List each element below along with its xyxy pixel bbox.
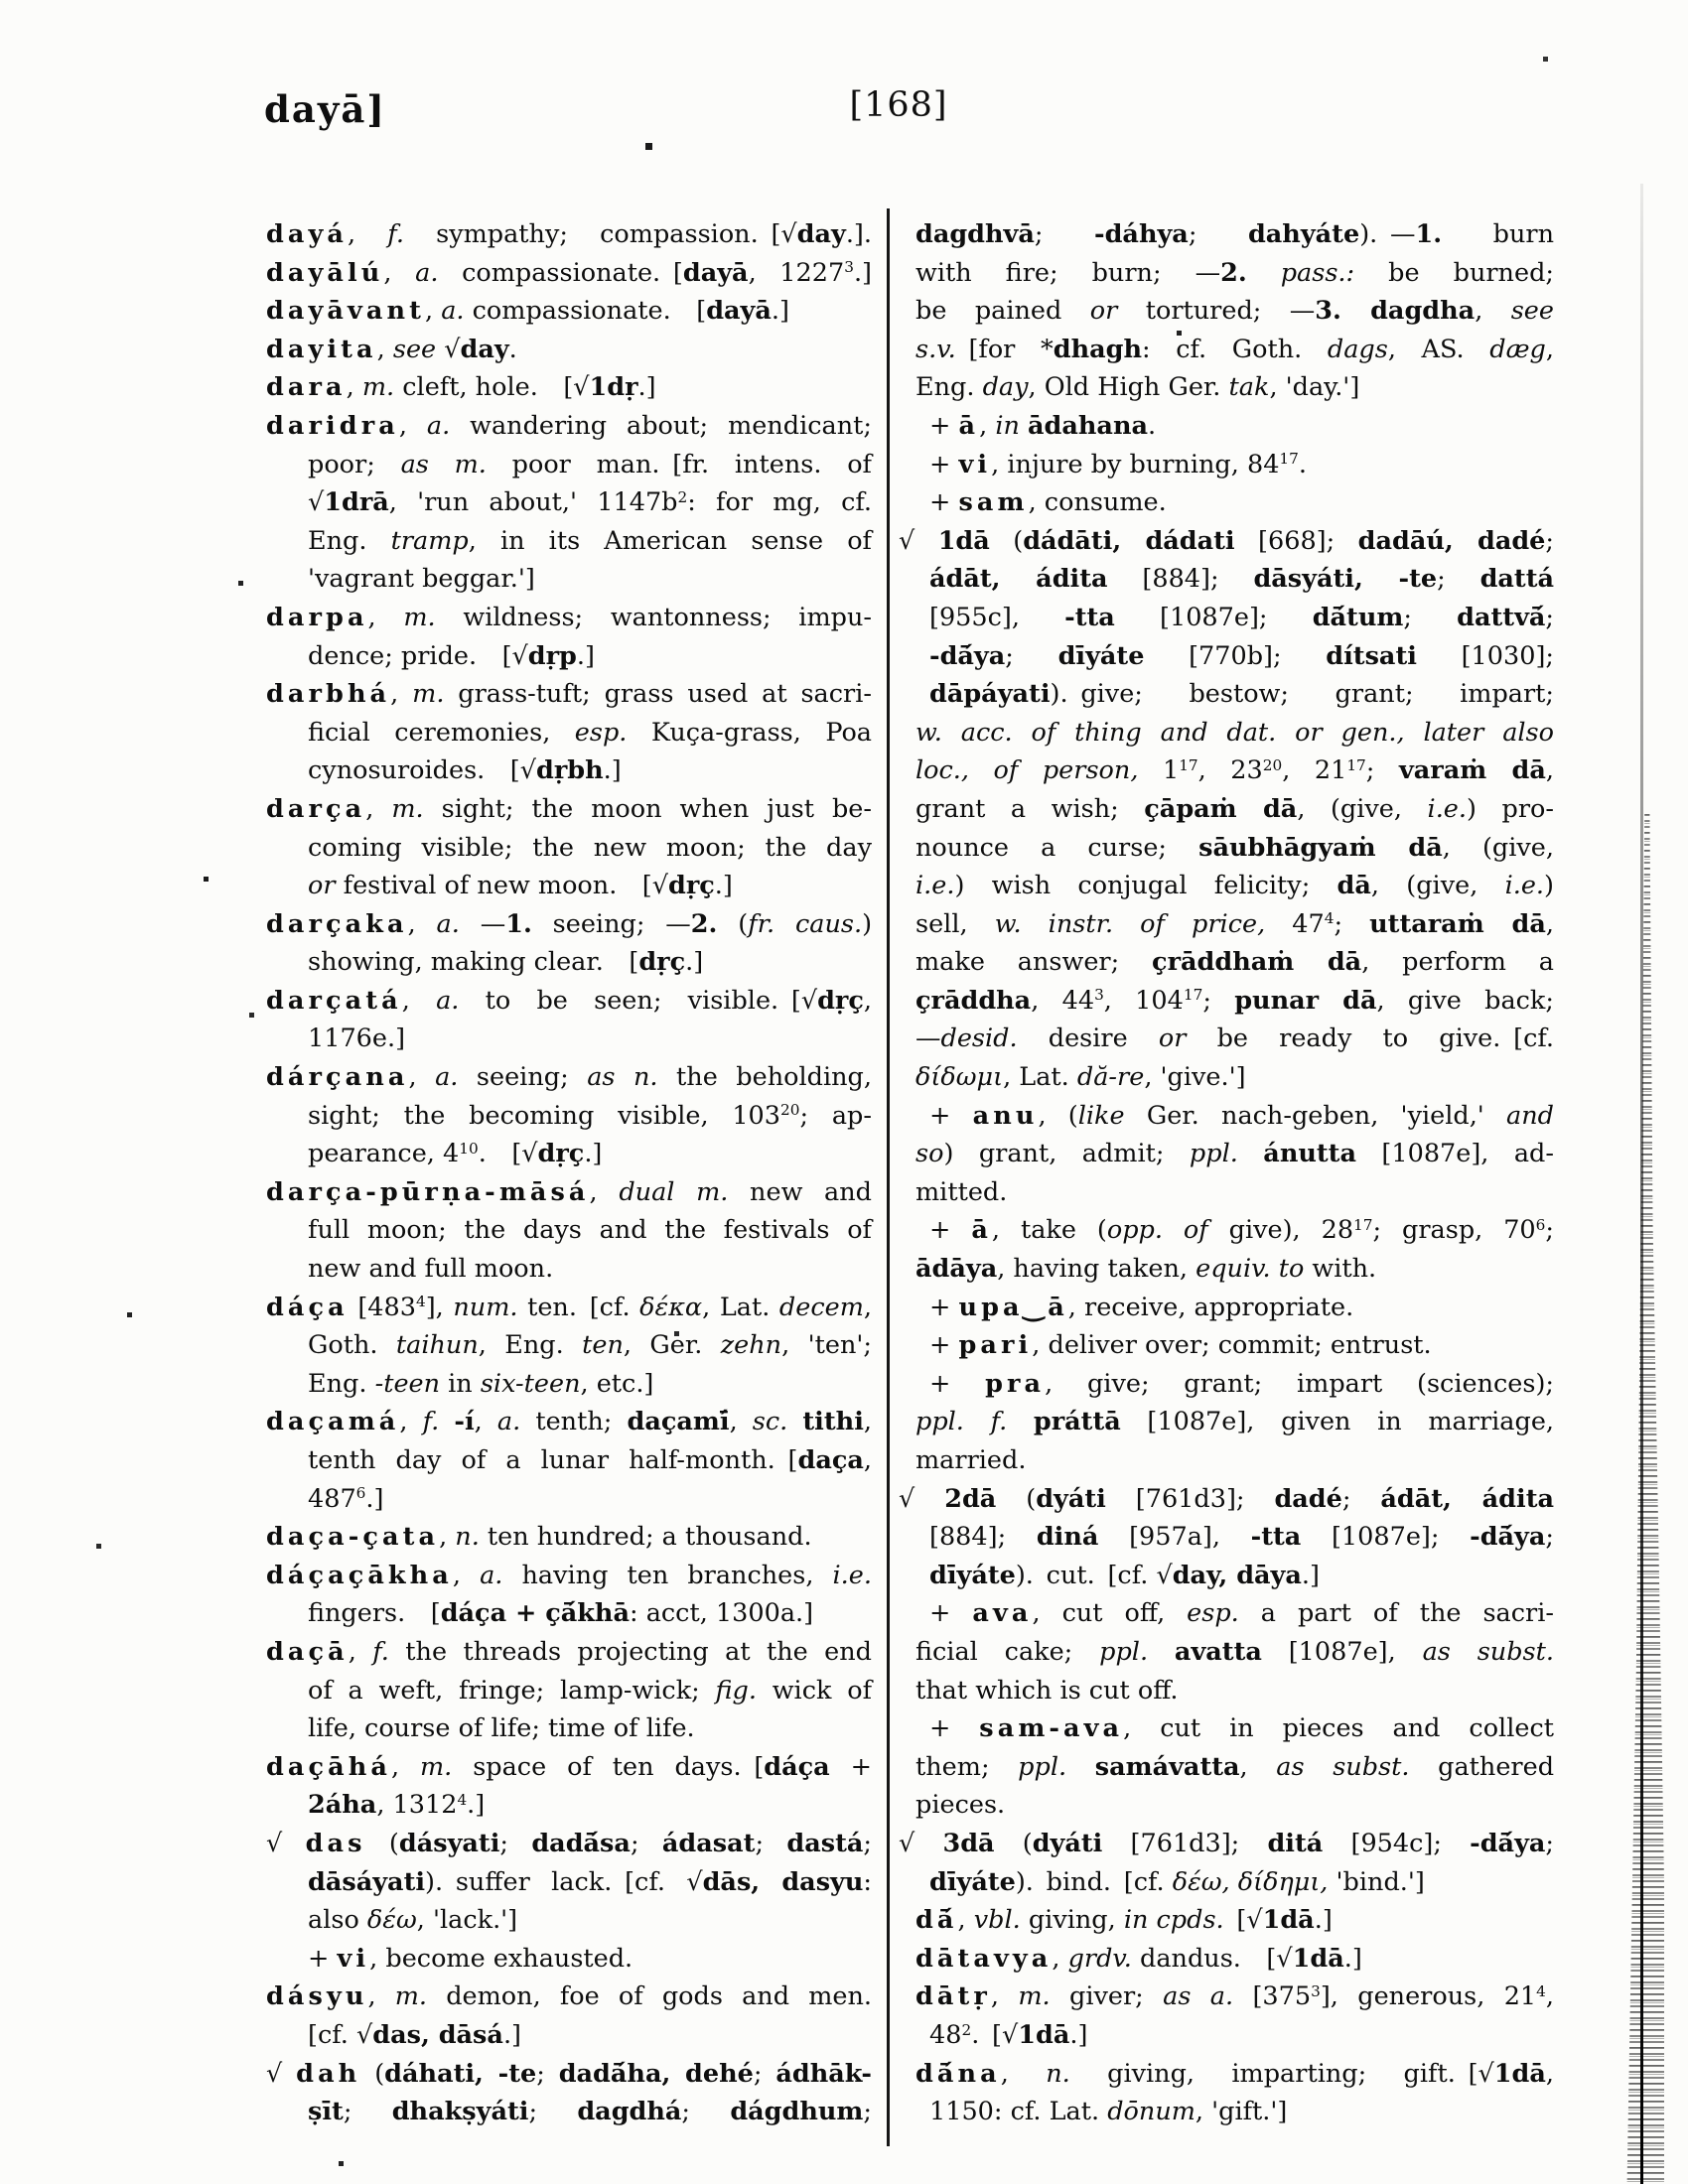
dictionary-line: ficial ceremonies, esp. Kuça-grass, Poa xyxy=(308,717,873,748)
dictionary-line: + pari, deliver over; commit; entrust. xyxy=(929,1330,1432,1361)
dictionary-line: ficial cake; ppl. avatta [1087e], as subst. xyxy=(915,1636,1554,1667)
dictionary-line: life, course of life; time of life. xyxy=(308,1713,695,1744)
dictionary-line: married. xyxy=(915,1445,1027,1475)
dictionary-line: √ 2dā (dyáti [761d3]; dadé; ádāt, ádita xyxy=(899,1483,1554,1514)
dictionary-line: pieces. xyxy=(915,1790,1006,1821)
dictionary-line: daça-çata, n. ten hundred; a thousand. xyxy=(266,1522,812,1553)
dictionary-line: dáçaçākha, a. having ten branches, i.e. xyxy=(266,1560,872,1590)
dictionary-line: dayita, see √day. xyxy=(266,334,517,364)
dictionary-line: daçā, f. the threads projecting at the end xyxy=(266,1636,872,1667)
dictionary-line: 1150: cf. Lat. dōnum, 'gift.'] xyxy=(929,2097,1288,2127)
dictionary-line: + anu, (like Ger. nach-geben, 'yield,' and xyxy=(929,1100,1554,1131)
ink-specks xyxy=(0,0,3,3)
dictionary-line: dayāvant, a. compassionate. [dayā.] xyxy=(266,296,789,327)
dictionary-line: δίδωμι, Lat. dă-re, 'give.'] xyxy=(915,1062,1246,1093)
dictionary-line: of a weft, fringe; lamp-wick; fig. wick of xyxy=(308,1675,873,1706)
dictionary-line: also δέω, 'lack.'] xyxy=(308,1905,518,1936)
dictionary-line: new and full moon. xyxy=(308,1254,554,1285)
dictionary-line: dātṛ, m. giver; as a. $[375^3]$, generous, $21^4$, xyxy=(915,1981,1554,2012)
dictionary-line: darça-pūrṇa-māsá, dual m. new and xyxy=(266,1176,873,1207)
dictionary-line: daridra, a. wandering about; mendicant; xyxy=(266,410,872,441)
dictionary-line: Eng. tramp, in its American sense of xyxy=(308,525,872,556)
dictionary-line: + upa‿ā, receive, appropriate. xyxy=(929,1292,1354,1322)
dictionary-line: pearance, $4^{10}$. [√dṛç.] xyxy=(308,1139,603,1169)
dictionary-line: make answer; çrāddhaṁ dā, perform a xyxy=(915,947,1554,978)
dictionary-line: [955c], -tta [1087e]; dā́tum; dattvā́; xyxy=(929,602,1554,632)
dictionary-line: fingers. [dáça + çā́khā: acct, 1300a.] xyxy=(308,1598,814,1629)
dictionary-line: + sam-ava, cut in pieces and collect xyxy=(929,1713,1554,1744)
dictionary-line: dāsáyati). suffer lack. [cf. √dās, dasyu: xyxy=(308,1866,872,1897)
dictionary-line: that which is cut off. xyxy=(915,1675,1179,1706)
dictionary-line: darpa, m. wildness; wantonness; impu- xyxy=(266,602,872,632)
dictionary-line: coming visible; the new moon; the day xyxy=(308,832,872,863)
dictionary-line: √ das (dásyati; dadā́sa; ádasat; dastá; xyxy=(266,1828,872,1858)
dictionary-line: poor; as m. poor man. [fr. intens. of xyxy=(308,449,872,479)
dictionary-line: dárçana, a. seeing; as n. the beholding, xyxy=(266,1062,872,1093)
dictionary-line: ādāya, having taken, equiv. to with. xyxy=(915,1254,1377,1285)
dictionary-line: dā́, vbl. giving, in cpds. [√1dā.] xyxy=(915,1905,1333,1936)
dictionary-line: + pra, give; grant; impart (sciences); xyxy=(929,1368,1554,1399)
dictionary-line: ppl. f. práttā [1087e], given in marriage, xyxy=(915,1407,1555,1437)
dictionary-line: be pained or tortured; —3. dagdha, see xyxy=(915,296,1554,327)
dictionary-line: dáça $[483^4]$, num. ten. [cf. δέκα, Lat. decem, xyxy=(266,1292,872,1322)
dictionary-line: s.v. [for *dhagh: cf. Goth. dags, AS. dæg, xyxy=(915,334,1554,364)
dictionary-line: dīyáte). bind. [cf. δέω, δίδημι, 'bind.'] xyxy=(929,1866,1425,1897)
dictionary-line: ṣīt; dhakṣyáti; dagdhá; dágdhum; xyxy=(308,2097,872,2127)
dictionary-line: dásyu, m. demon, foe of gods and men. xyxy=(266,1981,872,2012)
dictionary-line: 1176e.] xyxy=(308,1024,406,1054)
column-right xyxy=(899,215,1555,2131)
dictionary-line: Goth. taihun, Eng. ten, Ger. zehn, 'ten'; xyxy=(308,1330,872,1361)
dictionary-line: dīyáte). cut. [cf. √day, dāya.] xyxy=(929,1560,1320,1590)
dictionary-line: showing, making clear. [dṛç.] xyxy=(308,947,704,978)
dictionary-line: dā́na, n. giving, imparting; gift. [√1dā, xyxy=(915,2058,1554,2089)
dictionary-line: dayá, f. sympathy; compassion. [√day.]. xyxy=(266,219,872,249)
dictionary-line: mitted. xyxy=(915,1176,1008,1207)
dictionary-line: -dā́ya; dīyáte [770b]; dítsati [1030]; xyxy=(929,640,1554,671)
dictionary-line: 'vagrant beggar.'] xyxy=(308,564,535,595)
dictionary-line: w. acc. of thing and dat. or gen., later also xyxy=(915,717,1554,748)
dictionary-line: Eng. -teen in six-teen, etc.] xyxy=(308,1368,654,1399)
page-number: [168] xyxy=(849,85,948,125)
dictionary-line: i.e.) wish conjugal felicity; dā, (give, i.e.) xyxy=(915,871,1554,901)
dictionary-line: çrāddha, $44^3$, $104^{17}$; punar dā, give back; xyxy=(915,985,1554,1016)
dictionary-line: [cf. √das, dāsá.] xyxy=(308,2019,521,2050)
dictionary-line: √ 3dā (dyáti [761d3]; ditá [954c]; -dā́ya; xyxy=(899,1828,1555,1858)
dictionary-line: + vi, become exhausted. xyxy=(308,1943,633,1974)
dictionary-line: darça, m. sight; the moon when just be- xyxy=(266,793,872,824)
scan-gutter-noise xyxy=(1613,814,1664,2184)
dictionary-line: full moon; the days and the festivals of xyxy=(308,1215,872,1246)
dictionary-line: so) grant, admit; ppl. ánutta [1087e], ad- xyxy=(915,1139,1554,1169)
dictionary-line: $487^6$.] xyxy=(308,1483,384,1514)
dictionary-line: + vi, injure by burning, $84^{17}$. xyxy=(929,449,1307,479)
column-divider xyxy=(887,208,890,2146)
dictionary-line: sell, w. instr. of price, $47^4$; uttaraṁ dā, xyxy=(915,908,1554,939)
dictionary-line: with fire; burn; —2. pass.: be burned; xyxy=(915,257,1554,288)
dictionary-line: darbhá, m. grass-tuft; grass used at sacri- xyxy=(266,679,872,710)
dictionary-line: tenth day of a lunar half-month. [daça, xyxy=(308,1445,872,1475)
dictionary-line: loc., of person, $1^{17}$, $23^{20}$, $21^{17}$; varaṁ dā, xyxy=(915,755,1554,786)
dictionary-line: + ava, cut off, esp. a part of the sacri- xyxy=(929,1598,1554,1629)
dictionary-line: —desid. desire or be ready to give. [cf. xyxy=(915,1024,1554,1054)
column-left xyxy=(266,215,872,2131)
dictionary-line: sight; the becoming visible, $103^{20}$; ap- xyxy=(308,1100,873,1131)
dictionary-line: dāpáyati). give; bestow; grant; impart; xyxy=(929,679,1554,710)
dictionary-line: dara, m. cleft, hole. [√1dṛ.] xyxy=(266,372,656,403)
dictionary-line: √ dah (dáhati, -te; dadā́ha, dehé; ádhāk- xyxy=(266,2058,872,2089)
dictionary-line: grant a wish; çāpaṁ dā, (give, i.e.) pro- xyxy=(915,793,1554,824)
dictionary-line: daçāhá, m. space of ten days. [dáça + xyxy=(266,1751,872,1782)
dictionary-line: √ 1dā (dádāti, dádati [668]; dadāú, dadé; xyxy=(899,525,1554,556)
dictionary-line: dayālú, a. compassionate. [dayā, 1227$^3$.] xyxy=(266,257,872,288)
dictionary-line: nounce a curse; sāubhāgyaṁ dā, (give, xyxy=(915,832,1554,863)
dictionary-line: + sam, consume. xyxy=(929,487,1167,518)
dictionary-line: darçaka, a. —1. seeing; —2. (fr. caus.) xyxy=(266,908,873,939)
dictionary-line: dagdhvā; -dáhya; dahyáte). —1. burn xyxy=(915,219,1555,249)
catchword: dayā] xyxy=(264,87,386,131)
dictionary-line: + ā, in ādahana. xyxy=(929,410,1157,441)
dictionary-line: + ā, take (opp. of give), $28^{17}$; grasp, $70^6$; xyxy=(929,1215,1554,1246)
dictionary-line: darçatá, a. to be seen; visible. [√dṛç, xyxy=(266,985,872,1016)
dictionary-line: or festival of new moon. [√dṛç.] xyxy=(308,871,733,901)
dictionary-line: daçamá, f. -í, a. tenth; daçamī́, sc. tithi, xyxy=(266,1407,872,1437)
dictionary-line: them; ppl. samávatta, as subst. gathered xyxy=(915,1751,1555,1782)
dictionary-line: ádāt, ádita [884]; dāsyáti, -te; dattá xyxy=(929,564,1555,595)
dictionary-line: cynosuroides. [√dṛbh.] xyxy=(308,755,622,786)
dictionary-line: dence; pride. [√dṛp.] xyxy=(308,640,595,671)
dictionary-line: dātavya, grdv. dandus. [√1dā.] xyxy=(915,1943,1362,1974)
dictionary-line: [884]; diná [957a], -tta [1087e]; -dā́ya; xyxy=(929,1522,1554,1553)
dictionary-line: $48^2$. [√1dā.] xyxy=(929,2019,1088,2050)
dictionary-line: 2áha, 1312$^4$.] xyxy=(308,1790,486,1821)
dictionary-line: Eng. day, Old High Ger. tak, 'day.'] xyxy=(915,372,1360,403)
dictionary-line: √1drā, 'run about,' $1147b^2$: for mg, cf. xyxy=(308,487,872,518)
